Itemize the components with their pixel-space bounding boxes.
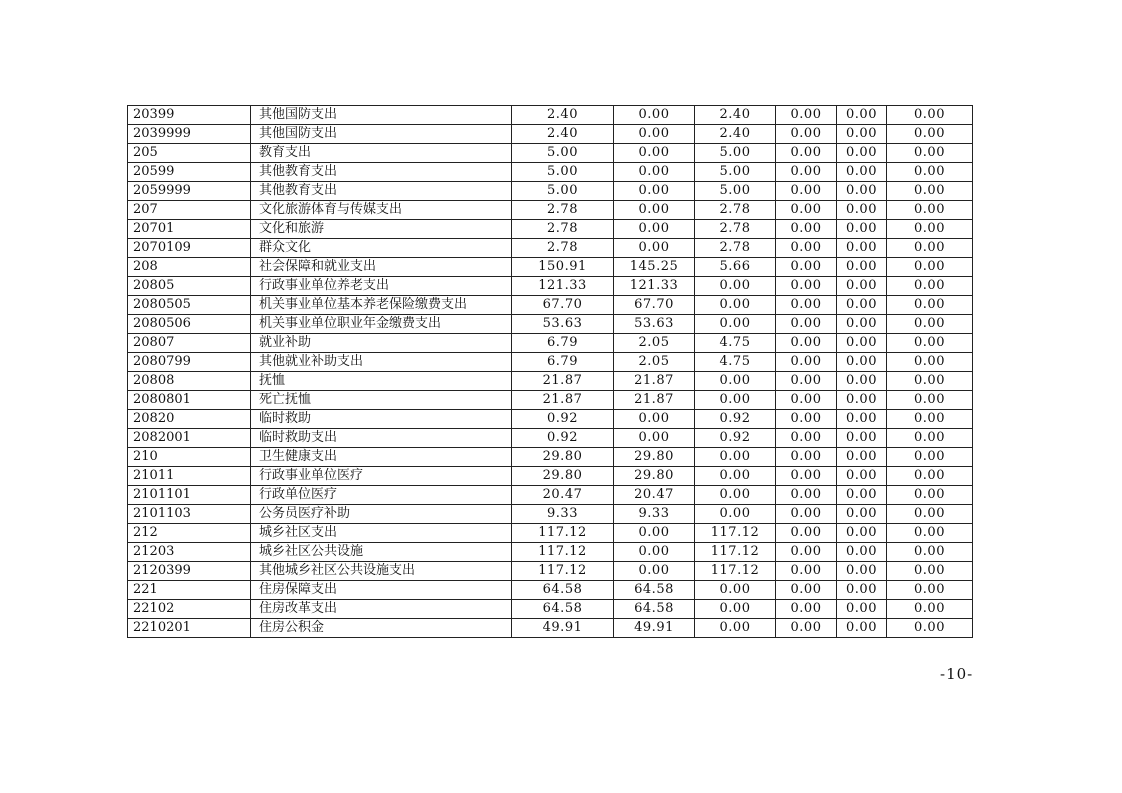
amount-cell: 29.80 <box>512 448 614 467</box>
amount-cell: 0.00 <box>695 277 776 296</box>
subject-name-cell: 死亡抚恤 <box>251 391 512 410</box>
table-row <box>128 163 973 182</box>
table-row <box>128 391 973 410</box>
table-row <box>128 220 973 239</box>
subject-name-cell: 住房改革支出 <box>251 600 512 619</box>
amount-cell: 117.12 <box>695 543 776 562</box>
subject-name-cell: 临时救助支出 <box>251 429 512 448</box>
amount-cell: 0.00 <box>887 600 973 619</box>
amount-cell: 21.87 <box>614 391 695 410</box>
amount-cell: 67.70 <box>614 296 695 315</box>
amount-cell: 5.00 <box>695 182 776 201</box>
subject-code-cell: 208 <box>128 258 251 277</box>
subject-code-cell: 2101101 <box>128 486 251 505</box>
table-row <box>128 125 973 144</box>
amount-cell: 0.00 <box>887 220 973 239</box>
amount-cell: 0.00 <box>695 467 776 486</box>
table-row <box>128 486 973 505</box>
table-row <box>128 524 973 543</box>
amount-cell: 0.00 <box>837 581 887 600</box>
subject-code-cell: 2080799 <box>128 353 251 372</box>
amount-cell: 2.40 <box>695 125 776 144</box>
subject-code-cell: 221 <box>128 581 251 600</box>
subject-code-cell: 2210201 <box>128 619 251 638</box>
amount-cell: 0.00 <box>837 410 887 429</box>
amount-cell: 6.79 <box>512 334 614 353</box>
subject-code-cell: 21011 <box>128 467 251 486</box>
amount-cell: 0.92 <box>512 410 614 429</box>
amount-cell: 0.00 <box>887 448 973 467</box>
amount-cell: 0.00 <box>837 353 887 372</box>
amount-cell: 0.00 <box>837 448 887 467</box>
amount-cell: 0.00 <box>837 163 887 182</box>
amount-cell: 0.00 <box>887 239 973 258</box>
subject-code-cell: 20807 <box>128 334 251 353</box>
subject-name-cell: 行政事业单位医疗 <box>251 467 512 486</box>
amount-cell: 0.00 <box>614 106 695 125</box>
subject-name-cell: 临时救助 <box>251 410 512 429</box>
amount-cell: 2.05 <box>614 353 695 372</box>
subject-code-cell: 20399 <box>128 106 251 125</box>
subject-code-cell: 2101103 <box>128 505 251 524</box>
amount-cell: 145.25 <box>614 258 695 277</box>
amount-cell: 0.00 <box>837 334 887 353</box>
amount-cell: 0.00 <box>837 391 887 410</box>
subject-code-cell: 21203 <box>128 543 251 562</box>
amount-cell: 0.00 <box>776 106 837 125</box>
subject-code-cell: 212 <box>128 524 251 543</box>
amount-cell: 0.00 <box>776 524 837 543</box>
table-row <box>128 106 973 125</box>
amount-cell: 64.58 <box>614 600 695 619</box>
amount-cell: 2.78 <box>695 239 776 258</box>
subject-code-cell: 2080506 <box>128 315 251 334</box>
subject-name-cell: 住房公积金 <box>251 619 512 638</box>
amount-cell: 0.00 <box>887 410 973 429</box>
amount-cell: 0.00 <box>776 334 837 353</box>
amount-cell: 0.00 <box>614 125 695 144</box>
table-row <box>128 182 973 201</box>
amount-cell: 0.00 <box>837 201 887 220</box>
amount-cell: 0.00 <box>695 315 776 334</box>
amount-cell: 0.00 <box>776 581 837 600</box>
amount-cell: 121.33 <box>512 277 614 296</box>
subject-code-cell: 20599 <box>128 163 251 182</box>
amount-cell: 0.00 <box>776 239 837 258</box>
amount-cell: 2.40 <box>512 125 614 144</box>
amount-cell: 29.80 <box>614 467 695 486</box>
amount-cell: 0.00 <box>776 619 837 638</box>
amount-cell: 0.00 <box>776 163 837 182</box>
amount-cell: 0.00 <box>837 220 887 239</box>
amount-cell: 0.00 <box>887 505 973 524</box>
amount-cell: 5.00 <box>695 163 776 182</box>
amount-cell: 64.58 <box>512 581 614 600</box>
amount-cell: 0.00 <box>887 353 973 372</box>
amount-cell: 0.00 <box>695 391 776 410</box>
amount-cell: 0.00 <box>887 182 973 201</box>
amount-cell: 64.58 <box>512 600 614 619</box>
amount-cell: 0.00 <box>837 277 887 296</box>
subject-code-cell: 20701 <box>128 220 251 239</box>
subject-name-cell: 行政事业单位养老支出 <box>251 277 512 296</box>
subject-name-cell: 其他就业补助支出 <box>251 353 512 372</box>
amount-cell: 9.33 <box>512 505 614 524</box>
subject-name-cell: 其他国防支出 <box>251 125 512 144</box>
amount-cell: 0.00 <box>614 163 695 182</box>
amount-cell: 6.79 <box>512 353 614 372</box>
amount-cell: 2.78 <box>512 201 614 220</box>
table-row <box>128 144 973 163</box>
table-row <box>128 201 973 220</box>
amount-cell: 2.78 <box>695 220 776 239</box>
subject-code-cell: 20808 <box>128 372 251 391</box>
amount-cell: 117.12 <box>512 543 614 562</box>
subject-name-cell: 文化旅游体育与传媒支出 <box>251 201 512 220</box>
budget-expenditure-table <box>127 105 973 638</box>
subject-code-cell: 205 <box>128 144 251 163</box>
subject-name-cell: 机关事业单位基本养老保险缴费支出 <box>251 296 512 315</box>
amount-cell: 0.00 <box>776 543 837 562</box>
amount-cell: 20.47 <box>512 486 614 505</box>
amount-cell: 29.80 <box>512 467 614 486</box>
amount-cell: 0.00 <box>614 239 695 258</box>
amount-cell: 0.92 <box>695 410 776 429</box>
amount-cell: 0.00 <box>837 372 887 391</box>
subject-name-cell: 群众文化 <box>251 239 512 258</box>
subject-name-cell: 其他城乡社区公共设施支出 <box>251 562 512 581</box>
amount-cell: 2.05 <box>614 334 695 353</box>
amount-cell: 0.00 <box>776 220 837 239</box>
amount-cell: 5.66 <box>695 258 776 277</box>
amount-cell: 0.00 <box>837 429 887 448</box>
amount-cell: 0.00 <box>695 448 776 467</box>
amount-cell: 0.00 <box>837 144 887 163</box>
amount-cell: 0.92 <box>512 429 614 448</box>
amount-cell: 0.00 <box>837 258 887 277</box>
amount-cell: 0.00 <box>776 182 837 201</box>
table-row <box>128 581 973 600</box>
page-number: -10- <box>940 665 974 683</box>
amount-cell: 0.00 <box>614 543 695 562</box>
subject-code-cell: 2059999 <box>128 182 251 201</box>
amount-cell: 0.00 <box>776 277 837 296</box>
amount-cell: 0.00 <box>776 125 837 144</box>
amount-cell: 0.00 <box>837 619 887 638</box>
amount-cell: 0.00 <box>837 106 887 125</box>
amount-cell: 9.33 <box>614 505 695 524</box>
subject-name-cell: 卫生健康支出 <box>251 448 512 467</box>
table-row <box>128 505 973 524</box>
table-row <box>128 562 973 581</box>
amount-cell: 0.00 <box>776 372 837 391</box>
table-row <box>128 543 973 562</box>
amount-cell: 0.00 <box>776 201 837 220</box>
amount-cell: 150.91 <box>512 258 614 277</box>
amount-cell: 0.00 <box>837 562 887 581</box>
amount-cell: 0.00 <box>776 448 837 467</box>
amount-cell: 2.40 <box>512 106 614 125</box>
subject-name-cell: 文化和旅游 <box>251 220 512 239</box>
amount-cell: 0.00 <box>887 106 973 125</box>
amount-cell: 21.87 <box>512 372 614 391</box>
amount-cell: 0.00 <box>614 182 695 201</box>
amount-cell: 0.00 <box>776 296 837 315</box>
amount-cell: 4.75 <box>695 353 776 372</box>
amount-cell: 0.00 <box>837 182 887 201</box>
amount-cell: 21.87 <box>512 391 614 410</box>
amount-cell: 0.00 <box>887 125 973 144</box>
amount-cell: 0.92 <box>695 429 776 448</box>
amount-cell: 2.78 <box>695 201 776 220</box>
amount-cell: 0.00 <box>776 562 837 581</box>
amount-cell: 0.00 <box>614 524 695 543</box>
amount-cell: 0.00 <box>776 505 837 524</box>
amount-cell: 121.33 <box>614 277 695 296</box>
table-body <box>128 106 973 638</box>
subject-name-cell: 抚恤 <box>251 372 512 391</box>
table-row <box>128 353 973 372</box>
amount-cell: 0.00 <box>837 505 887 524</box>
subject-code-cell: 2120399 <box>128 562 251 581</box>
subject-code-cell: 2080505 <box>128 296 251 315</box>
amount-cell: 0.00 <box>695 505 776 524</box>
amount-cell: 0.00 <box>695 372 776 391</box>
subject-name-cell: 就业补助 <box>251 334 512 353</box>
subject-code-cell: 2080801 <box>128 391 251 410</box>
subject-name-cell: 其他国防支出 <box>251 106 512 125</box>
amount-cell: 0.00 <box>614 220 695 239</box>
amount-cell: 0.00 <box>776 410 837 429</box>
table-row <box>128 429 973 448</box>
amount-cell: 49.91 <box>614 619 695 638</box>
amount-cell: 0.00 <box>887 619 973 638</box>
amount-cell: 0.00 <box>776 600 837 619</box>
table-row <box>128 467 973 486</box>
amount-cell: 2.40 <box>695 106 776 125</box>
amount-cell: 0.00 <box>695 581 776 600</box>
amount-cell: 0.00 <box>837 315 887 334</box>
amount-cell: 0.00 <box>887 258 973 277</box>
subject-name-cell: 其他教育支出 <box>251 182 512 201</box>
amount-cell: 0.00 <box>887 524 973 543</box>
subject-code-cell: 207 <box>128 201 251 220</box>
amount-cell: 0.00 <box>887 391 973 410</box>
amount-cell: 0.00 <box>887 543 973 562</box>
subject-name-cell: 行政单位医疗 <box>251 486 512 505</box>
table-row <box>128 410 973 429</box>
subject-name-cell: 住房保障支出 <box>251 581 512 600</box>
amount-cell: 0.00 <box>837 125 887 144</box>
amount-cell: 64.58 <box>614 581 695 600</box>
amount-cell: 0.00 <box>887 467 973 486</box>
amount-cell: 21.87 <box>614 372 695 391</box>
amount-cell: 20.47 <box>614 486 695 505</box>
amount-cell: 0.00 <box>837 239 887 258</box>
amount-cell: 0.00 <box>837 486 887 505</box>
subject-name-cell: 其他教育支出 <box>251 163 512 182</box>
table-row <box>128 372 973 391</box>
amount-cell: 0.00 <box>887 486 973 505</box>
amount-cell: 117.12 <box>695 562 776 581</box>
amount-cell: 49.91 <box>512 619 614 638</box>
subject-code-cell: 2070109 <box>128 239 251 258</box>
amount-cell: 0.00 <box>837 600 887 619</box>
amount-cell: 29.80 <box>614 448 695 467</box>
amount-cell: 0.00 <box>887 562 973 581</box>
amount-cell: 0.00 <box>887 334 973 353</box>
table-row <box>128 277 973 296</box>
subject-name-cell: 社会保障和就业支出 <box>251 258 512 277</box>
amount-cell: 0.00 <box>776 467 837 486</box>
amount-cell: 0.00 <box>776 144 837 163</box>
amount-cell: 0.00 <box>695 619 776 638</box>
amount-cell: 0.00 <box>776 258 837 277</box>
amount-cell: 0.00 <box>887 144 973 163</box>
table-row <box>128 619 973 638</box>
table-row <box>128 239 973 258</box>
subject-code-cell: 2082001 <box>128 429 251 448</box>
table-row <box>128 315 973 334</box>
amount-cell: 2.78 <box>512 239 614 258</box>
table-row <box>128 448 973 467</box>
subject-name-cell: 公务员医疗补助 <box>251 505 512 524</box>
amount-cell: 0.00 <box>776 315 837 334</box>
amount-cell: 0.00 <box>887 163 973 182</box>
amount-cell: 0.00 <box>614 429 695 448</box>
amount-cell: 0.00 <box>776 429 837 448</box>
amount-cell: 0.00 <box>776 353 837 372</box>
subject-name-cell: 城乡社区支出 <box>251 524 512 543</box>
amount-cell: 5.00 <box>695 144 776 163</box>
table-row <box>128 334 973 353</box>
amount-cell: 5.00 <box>512 182 614 201</box>
amount-cell: 0.00 <box>695 486 776 505</box>
subject-code-cell: 210 <box>128 448 251 467</box>
amount-cell: 2.78 <box>512 220 614 239</box>
amount-cell: 0.00 <box>614 562 695 581</box>
amount-cell: 0.00 <box>776 391 837 410</box>
subject-code-cell: 20805 <box>128 277 251 296</box>
amount-cell: 0.00 <box>887 201 973 220</box>
amount-cell: 0.00 <box>837 467 887 486</box>
amount-cell: 67.70 <box>512 296 614 315</box>
amount-cell: 53.63 <box>512 315 614 334</box>
amount-cell: 53.63 <box>614 315 695 334</box>
subject-code-cell: 22102 <box>128 600 251 619</box>
subject-name-cell: 教育支出 <box>251 144 512 163</box>
amount-cell: 0.00 <box>887 315 973 334</box>
amount-cell: 0.00 <box>887 372 973 391</box>
table-row <box>128 296 973 315</box>
amount-cell: 117.12 <box>695 524 776 543</box>
amount-cell: 0.00 <box>837 296 887 315</box>
subject-code-cell: 20820 <box>128 410 251 429</box>
amount-cell: 0.00 <box>614 201 695 220</box>
amount-cell: 0.00 <box>614 410 695 429</box>
amount-cell: 5.00 <box>512 144 614 163</box>
amount-cell: 0.00 <box>887 296 973 315</box>
amount-cell: 117.12 <box>512 562 614 581</box>
amount-cell: 117.12 <box>512 524 614 543</box>
subject-name-cell: 城乡社区公共设施 <box>251 543 512 562</box>
subject-name-cell: 机关事业单位职业年金缴费支出 <box>251 315 512 334</box>
amount-cell: 0.00 <box>695 600 776 619</box>
amount-cell: 0.00 <box>837 543 887 562</box>
amount-cell: 0.00 <box>614 144 695 163</box>
table-row <box>128 258 973 277</box>
amount-cell: 0.00 <box>776 486 837 505</box>
amount-cell: 0.00 <box>887 581 973 600</box>
table-row <box>128 600 973 619</box>
amount-cell: 0.00 <box>887 277 973 296</box>
amount-cell: 0.00 <box>887 429 973 448</box>
subject-code-cell: 2039999 <box>128 125 251 144</box>
amount-cell: 0.00 <box>695 296 776 315</box>
amount-cell: 4.75 <box>695 334 776 353</box>
amount-cell: 0.00 <box>837 524 887 543</box>
amount-cell: 5.00 <box>512 163 614 182</box>
